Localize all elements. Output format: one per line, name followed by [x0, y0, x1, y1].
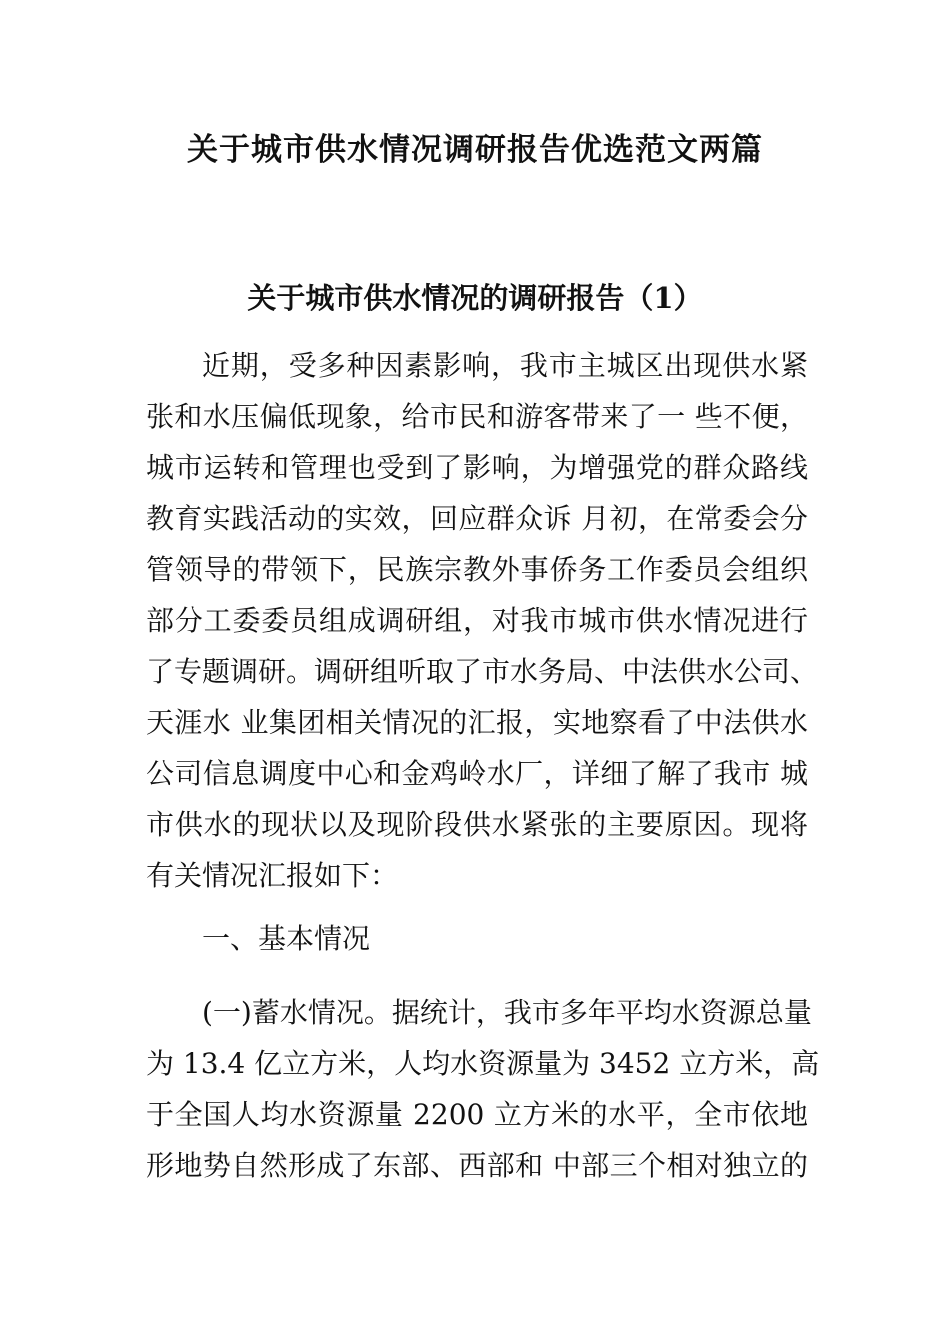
paragraph-line: 天涯水 业集团相关情况的汇报，实地察看了中法供水	[146, 706, 808, 739]
paragraph-line: (一)蓄水情况。据统计，我市多年平均水资源总量	[202, 996, 812, 1029]
section-title: 关于城市供水情况的调研报告（1）	[247, 281, 703, 315]
paragraph-line: 于全国人均水资源量 2200 立方米的水平，全市依地	[146, 1098, 808, 1131]
paragraph-line: 形地势自然形成了东部、西部和 中部三个相对独立的	[146, 1149, 808, 1182]
paragraph-line: 近期，受多种因素影响，我市主城区出现供水紧	[202, 349, 808, 382]
paragraph-line: 城市运转和管理也受到了影响，为增强党的群众路线	[146, 451, 808, 484]
paragraph-line: 教育实践活动的实效，回应群众诉 月初，在常委会分	[146, 502, 808, 535]
heading-basic-text: 一、基本情况	[202, 922, 371, 955]
paragraph-line: 管领导的带领下，民族宗教外事侨务工作委员会组织	[146, 553, 808, 586]
paragraph-line: 公司信息调度中心和金鸡岭水厂，详细了解了我市 城	[146, 757, 808, 790]
paragraph-line: 有关情况汇报如下：	[146, 859, 399, 892]
paragraph-line: 了专题调研。调研组听取了市水务局、中法供水公司、	[146, 655, 819, 688]
section-heading	[146, 913, 808, 964]
paragraph-line: 张和水压偏低现象，给市民和游客带来了一 些不便，	[146, 400, 808, 433]
document-title: 关于城市供水情况调研报告优选范文两篇	[187, 132, 763, 168]
paragraph-line: 市供水的现状以及现阶段供水紧张的主要原因。现将	[146, 808, 808, 841]
storage-paragraph	[146, 987, 820, 1191]
intro-paragraph	[146, 340, 819, 901]
paragraph-line: 为 13.4 亿立方米，人均水资源量为 3452 立方米，高	[146, 1047, 820, 1080]
paragraph-line: 部分工委委员组成调研组，对我市城市供水情况进行	[146, 604, 808, 637]
